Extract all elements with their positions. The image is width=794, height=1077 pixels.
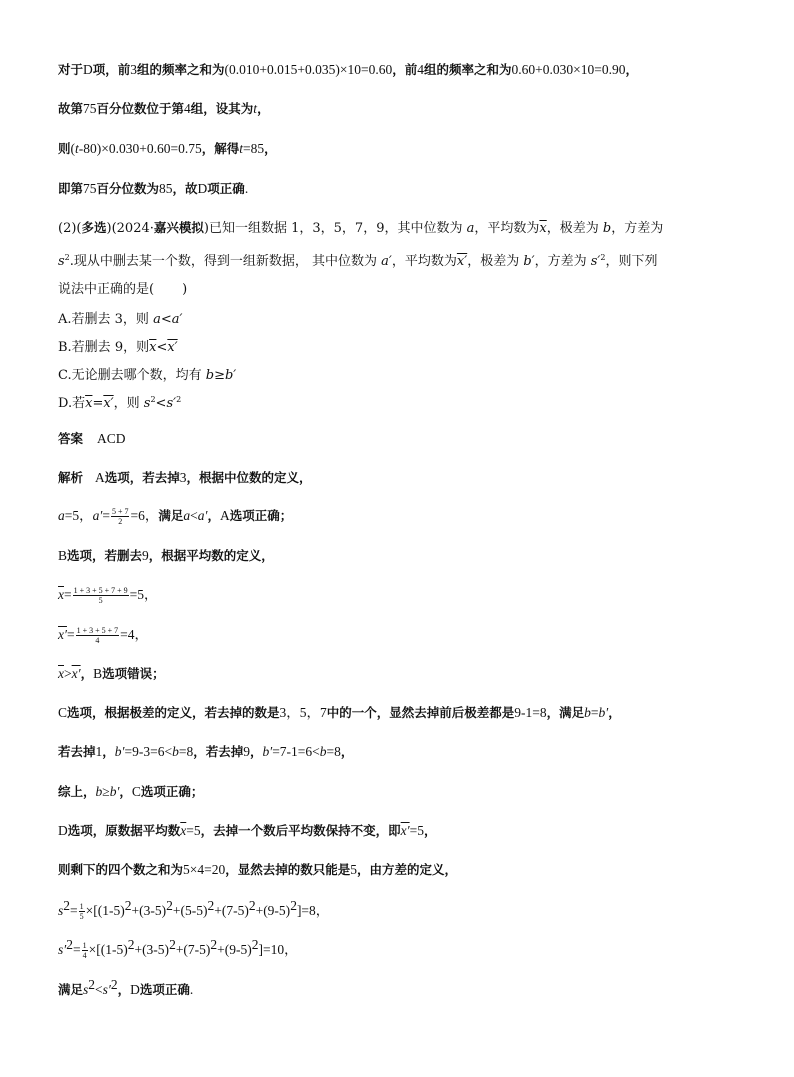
formula: +(3-5): [134, 942, 170, 957]
analysis-b-line-3: [58, 626, 148, 645]
text: C.无论删去哪个数，均有: [58, 368, 206, 383]
text: 选项正确；: [140, 784, 204, 799]
formula: =5，: [64, 508, 93, 523]
numerator: 1 + 3 + 5 + 7: [76, 626, 119, 635]
text: .: [189, 982, 194, 997]
variable: $\overline{x}$: [85, 396, 93, 411]
variable: a′: [197, 508, 208, 523]
tag: 多选: [81, 220, 107, 235]
variable: x′: [456, 254, 468, 269]
variable: x′: [103, 396, 114, 411]
text: ，: [423, 823, 437, 838]
variable: a′: [171, 312, 183, 327]
formula: =: [102, 508, 110, 523]
variable: b: [95, 784, 103, 799]
text: 则剩下的四个数之和为: [58, 862, 184, 877]
superscript: 2: [63, 898, 71, 913]
text: ，显然去掉的数只能是: [225, 862, 351, 877]
variable: $\overline{x}$: [58, 587, 64, 602]
text: =: [590, 705, 599, 720]
text: 综上，: [58, 784, 96, 799]
denominator: 5: [98, 596, 103, 605]
text: .现从中删去某一个数，得到一组新数据， 其中位数为: [69, 254, 382, 269]
fraction: [76, 626, 120, 645]
text: ，若去掉: [193, 744, 244, 759]
superscript: 2: [176, 395, 182, 404]
text: D.若: [58, 396, 86, 411]
analysis-d-line-2: [58, 861, 457, 879]
text: 满足: [158, 508, 184, 523]
text: (2)(: [58, 221, 82, 236]
text: ，: [625, 62, 639, 77]
text: 5: [350, 862, 358, 877]
superscript: 2: [64, 253, 70, 262]
text: ，则下列: [605, 254, 658, 269]
text: ): [182, 282, 188, 297]
text: 对于: [58, 62, 84, 77]
formula: =7-1=6<: [272, 744, 320, 759]
variable: b: [584, 705, 591, 720]
text: 组的频率之和为: [424, 62, 512, 77]
variable: s: [58, 254, 65, 269]
formula: =5，: [129, 587, 158, 602]
formula: +(5-5): [172, 903, 208, 918]
text: 中的一个，显然去掉前后极差都是: [326, 705, 515, 720]
text: 选项，原数据平均数: [67, 823, 181, 838]
numerator: 1: [82, 941, 87, 950]
fraction: [82, 941, 88, 960]
text: 1: [95, 744, 103, 759]
fraction: [73, 586, 129, 605]
numerator: 1 + 3 + 5 + 7 + 9: [73, 586, 128, 595]
formula: +(3-5): [131, 903, 167, 918]
answer-value: ACD: [97, 431, 126, 446]
text: 项正确: [207, 181, 245, 196]
text: ，方差为: [534, 254, 591, 269]
formula: =85: [243, 141, 265, 156]
text: 85: [159, 181, 173, 196]
denominator: 4: [82, 951, 87, 960]
d-item-line-3: [58, 140, 277, 158]
superscript: 2: [127, 937, 135, 952]
text: 3，5，7: [279, 705, 327, 720]
superscript: 2: [88, 977, 96, 992]
superscript: 2: [66, 937, 73, 952]
numerator: 5 + 7: [111, 507, 129, 516]
superscript: 2: [124, 898, 132, 913]
text: B.若删去 9，则: [58, 340, 150, 355]
analysis-d-line-5: [58, 977, 194, 999]
variable: a: [58, 508, 65, 523]
formula: =9-3=6<: [124, 744, 173, 759]
text: <: [156, 340, 168, 355]
formula: (0.010+0.015+0.035)×10=0.60: [224, 62, 393, 77]
text: D: [130, 982, 140, 997]
variable: s′: [590, 254, 601, 269]
text: (: [70, 141, 76, 156]
text: ，: [264, 141, 277, 156]
formula: -80)×0.030+0.60=0.75: [78, 141, 202, 156]
formula: =6，: [130, 508, 159, 523]
variable: s: [143, 396, 151, 411]
formula: ×[(1-5): [85, 903, 125, 918]
formula: =8: [178, 744, 194, 759]
text: 3: [130, 62, 138, 77]
question-line-1: [58, 219, 663, 238]
text: ，: [117, 982, 131, 997]
formula: 5×4=20: [183, 862, 226, 877]
text: <: [95, 982, 103, 997]
text: ，: [207, 508, 220, 523]
formula: =5: [186, 823, 201, 838]
text: B: [58, 548, 68, 563]
text: 说法中正确的是(: [58, 282, 155, 297]
text: .: [244, 181, 249, 196]
denominator: 2: [118, 517, 123, 526]
text: <: [190, 508, 198, 523]
numerator: 1: [79, 902, 84, 911]
text: 若去掉: [58, 744, 96, 759]
variable: s′: [102, 982, 111, 997]
option-c: [58, 367, 236, 385]
variable: $\overline{x}$: [539, 221, 547, 236]
formula: =4，: [120, 627, 148, 642]
text: 故第: [58, 101, 84, 116]
analysis-d-line-1: [58, 822, 437, 840]
d-item-line-4: [58, 180, 248, 198]
text: 选项，根据极差的定义，若去掉的数是: [67, 705, 280, 720]
text: ，故: [172, 181, 198, 196]
text: )已知一组数据 1，3，5，7，9，其中位数为: [203, 221, 467, 236]
variable: a′: [381, 254, 392, 269]
formula: 0.60+0.030×10=0.90: [511, 62, 626, 77]
text: 组，设其为: [190, 101, 254, 116]
text: ，则: [113, 396, 144, 411]
variable: s: [58, 903, 64, 918]
question-line-3: [58, 281, 187, 299]
text: 选项正确: [139, 982, 190, 997]
variable: b′: [224, 368, 237, 383]
text: 项，前: [92, 62, 131, 77]
text: A.若删去 3，则: [58, 312, 154, 327]
formula: =: [66, 627, 75, 642]
analysis-c-line-2: [58, 743, 353, 761]
text: ，前: [392, 62, 418, 77]
formula: +(9-5): [217, 942, 252, 957]
text: D: [197, 181, 208, 196]
text: ，解得: [201, 141, 240, 156]
variable: b: [602, 221, 612, 236]
formula: 9-1=8: [514, 705, 547, 720]
text: <: [155, 396, 167, 411]
text: ，: [257, 101, 270, 116]
d-item-line-2: [58, 100, 270, 118]
variable: t: [239, 141, 244, 156]
source: 嘉兴模拟: [153, 220, 204, 235]
variable: s′: [58, 942, 67, 957]
text: ，根据平均数的定义，: [148, 548, 274, 563]
text: 75: [83, 101, 97, 116]
formula: ×[(1-5): [88, 942, 128, 957]
option-b: [58, 339, 178, 357]
text: ，极差为: [467, 254, 524, 269]
text: 9: [142, 548, 149, 563]
variable: a′: [92, 508, 103, 523]
fraction: [111, 507, 130, 526]
text: =: [70, 903, 78, 918]
analysis-b-line-1: [58, 547, 274, 565]
text: ，方差为: [611, 221, 664, 236]
variable: s′: [166, 396, 177, 411]
variable: a: [466, 221, 475, 236]
text: ，: [249, 744, 263, 759]
text: A: [95, 470, 105, 485]
variable: b′: [598, 705, 609, 720]
variable: a: [153, 312, 161, 327]
answer-line: [58, 430, 126, 449]
text: ，满足: [546, 705, 585, 720]
analysis-d-line-3: [58, 898, 330, 921]
question-line-2: [58, 253, 657, 271]
fraction: [79, 902, 85, 921]
text: ，平均数为: [474, 221, 540, 236]
text: ，: [80, 666, 94, 681]
text: C: [58, 705, 68, 720]
formula: =5: [409, 823, 424, 838]
analysis-label: 解析: [58, 470, 84, 485]
formula: +(9-5): [255, 903, 291, 918]
superscript: 2: [166, 898, 173, 913]
text: 满足: [58, 982, 84, 997]
formula: ]=10，: [258, 942, 298, 957]
text: C: [131, 784, 141, 799]
superscript: 2: [248, 898, 256, 913]
text: =: [72, 942, 81, 957]
variable: b′: [114, 744, 125, 759]
superscript: 2: [290, 898, 297, 913]
denominator: 4: [95, 636, 100, 645]
text: 选项，若删去: [67, 548, 143, 563]
variable: t: [75, 141, 79, 156]
text: ，由方差的定义，: [357, 862, 458, 877]
formula: ]=8，: [296, 903, 330, 918]
text: 组的频率之和为: [137, 62, 225, 77]
formula: +(7-5): [214, 903, 249, 918]
variable: s: [83, 982, 89, 997]
text: 3: [179, 470, 187, 485]
variable: x′: [400, 823, 410, 838]
text: D: [58, 823, 68, 838]
text: 4: [417, 62, 425, 77]
text: ，极差为: [546, 221, 603, 236]
superscript: 2: [207, 898, 215, 913]
text: <: [160, 312, 172, 327]
variable: $\overline{x}$: [180, 823, 187, 838]
text: ，根据中位数的定义，: [186, 470, 312, 485]
text: 选项错误；: [102, 666, 165, 681]
variable: x′: [167, 340, 178, 355]
text: B: [93, 666, 103, 681]
text: 75: [83, 181, 97, 196]
option-a: [58, 311, 182, 329]
formula: =8: [326, 744, 341, 759]
variable: b: [319, 744, 327, 759]
superscript: 2: [600, 253, 606, 262]
analysis-b-line-2: [58, 586, 158, 605]
variable: b: [205, 368, 215, 383]
variable: b: [172, 744, 179, 759]
text: A: [219, 508, 230, 523]
text: 选项正确；: [229, 508, 293, 523]
option-d: [58, 395, 181, 413]
text: 百分位数位于第: [96, 101, 185, 116]
text: ≥: [102, 784, 110, 799]
d-item-line-1: [58, 61, 638, 79]
text: ，: [608, 705, 621, 720]
variable: t: [253, 101, 258, 116]
text: 则: [58, 141, 71, 156]
variable: b′: [523, 254, 535, 269]
text: 9: [243, 744, 250, 759]
answer-label: 答案: [58, 431, 84, 446]
analysis-c-line-1: [58, 704, 621, 722]
text: ，平均数为: [391, 254, 457, 269]
variable: b′: [262, 744, 273, 759]
text: ，: [340, 744, 354, 759]
variable: $\overline{x}$: [149, 340, 157, 355]
text: )(2024·: [106, 221, 154, 236]
superscript: 2: [169, 937, 176, 952]
text: =: [92, 396, 104, 411]
analysis-a-line-2: [58, 507, 292, 526]
variable: $\overline{x}$: [58, 666, 64, 681]
text: 即第: [58, 181, 84, 196]
analysis-a-line-1: [58, 469, 312, 487]
text: ≥: [214, 368, 225, 383]
analysis-d-line-4: [58, 937, 298, 960]
text: >: [64, 666, 72, 681]
variable: a: [183, 508, 191, 523]
formula: +(7-5): [175, 942, 211, 957]
superscript: 2: [210, 937, 218, 952]
analysis-c-line-3: [58, 783, 203, 801]
superscript: 2: [110, 977, 118, 992]
superscript: 2: [150, 395, 156, 404]
variable: x′: [71, 666, 81, 681]
text: 百分位数为: [96, 181, 160, 196]
text: ，: [102, 744, 115, 759]
text: ，去掉一个数后平均数保持不变，即: [200, 823, 401, 838]
text: 4: [184, 101, 191, 116]
variable: b′: [109, 784, 120, 799]
text: D: [83, 62, 93, 77]
text: ，: [119, 784, 132, 799]
superscript: 2: [251, 937, 259, 952]
formula: =: [64, 587, 72, 602]
denominator: 5: [79, 912, 84, 921]
analysis-b-line-4: [58, 665, 165, 683]
text: 选项，若去掉: [104, 470, 180, 485]
variable: x′: [58, 627, 67, 642]
